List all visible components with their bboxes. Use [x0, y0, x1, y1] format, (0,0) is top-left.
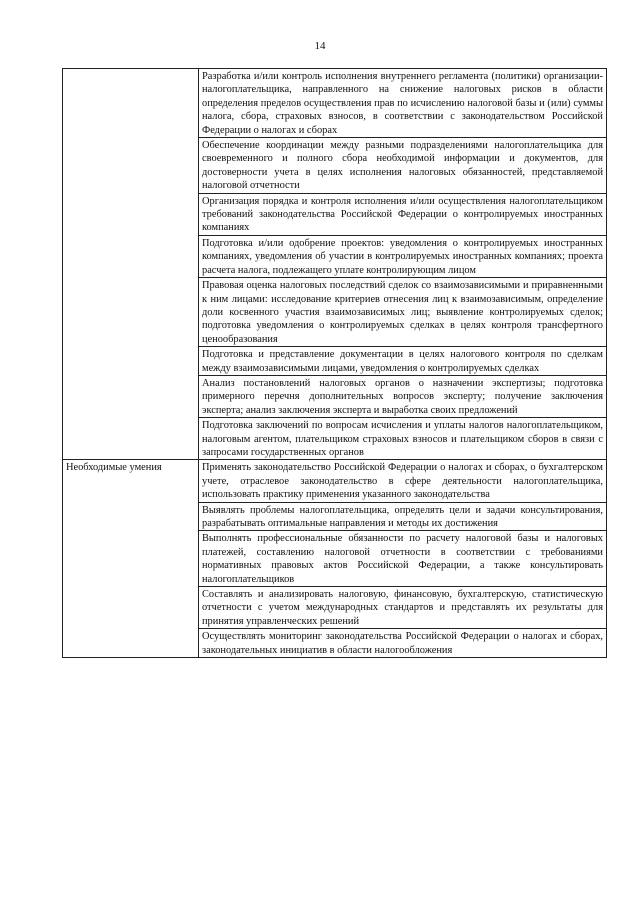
table-row	[63, 460, 607, 502]
content-cell: Обеспечение координации между разными подразделениями налогоплательщика для своевременного и полного сбора необходимой информации и документов, для достоверности учета в целях исполнения налоговых обязанностей, представляемой налоговой отчетности	[199, 138, 607, 194]
functions-table	[62, 68, 607, 658]
content-cell: Выполнять профессиональные обязанности по расчету налоговой базы и налоговых платежей, составлению налоговой отчетности в соответствии с требованиями нормативных правовых актов Российской Федерации, а также консультировать налогоплательщиков	[199, 531, 607, 587]
section-label-skills: Необходимые умения	[63, 460, 199, 658]
content-cell: Организация порядка и контроля исполнения и/или осуществления налогоплательщиком требований законодательства Российской Федерации о контролируемых иностранных компаниях	[199, 193, 607, 235]
content-cell: Выявлять проблемы налогоплательщика, определять цели и задачи консультирования, разрабатывать оптимальные направления и методы их достижения	[199, 502, 607, 531]
page-number: 14	[314, 40, 326, 52]
content-cell: Анализ постановлений налоговых органов о назначении экспертизы; подготовка примерного перечня дополнительных вопросов эксперту; получение заключения эксперта; анализ заключения эксперта и выработка своих предложений	[199, 375, 607, 417]
content-cell: Подготовка и представление документации в целях налогового контроля по сделкам между взаимозависимыми лицами, уведомления о контролируемых сделках	[199, 347, 607, 376]
content-cell: Применять законодательство Российской Федерации о налогах и сборах, о бухгалтерском учете, отраслевое законодательство в сфере деятельности налогоплательщика, использовать практику применения указанного законодательства	[199, 460, 607, 502]
content-cell: Подготовка заключений по вопросам исчисления и уплаты налогов налогоплательщиком, налоговым агентом, плательщиком страховых взносов и плательщиком сборов в связи с запросами государственных органов	[199, 418, 607, 460]
content-cell: Подготовка и/или одобрение проектов: уведомления о контролируемых иностранных компаниях, уведомления об участии в контролируемых иностранных компаниях; проекта расчета налога, подлежащего уплате контролирующим лицом	[199, 235, 607, 277]
table-row	[63, 69, 607, 138]
content-cell: Составлять и анализировать налоговую, финансовую, бухгалтерскую, статистическую отчетности с учетом международных стандартов и представлять их результаты для принятия управленческих решений	[199, 587, 607, 629]
label-cell	[63, 69, 199, 460]
content-cell: Разработка и/или контроль исполнения внутреннего регламента (политики) организации-налогоплательщика, направленного на снижение налоговых рисков в области определения пределов осуществления прав по исчислению налоговой базы и (или) суммы налога, сбора, страховых взносов, в соответствии с законодательством Российской Федерации о налогах и сборах	[199, 69, 607, 138]
content-cell: Правовая оценка налоговых последствий сделок со взаимозависимыми и приравненными к ним лицами: исследование критериев отнесения лиц к взаимозависимым, определение доли косвенного участия взаимозависимых лиц; выявление контролируемых сделок; подготовка уведомления о контролируемых сделках в целях контроля трансфертного ценообразования	[199, 278, 607, 347]
content-cell: Осуществлять мониторинг законодательства Российской Федерации о налогах и сборах, законодательных инициатив в области налогообложения	[199, 629, 607, 658]
